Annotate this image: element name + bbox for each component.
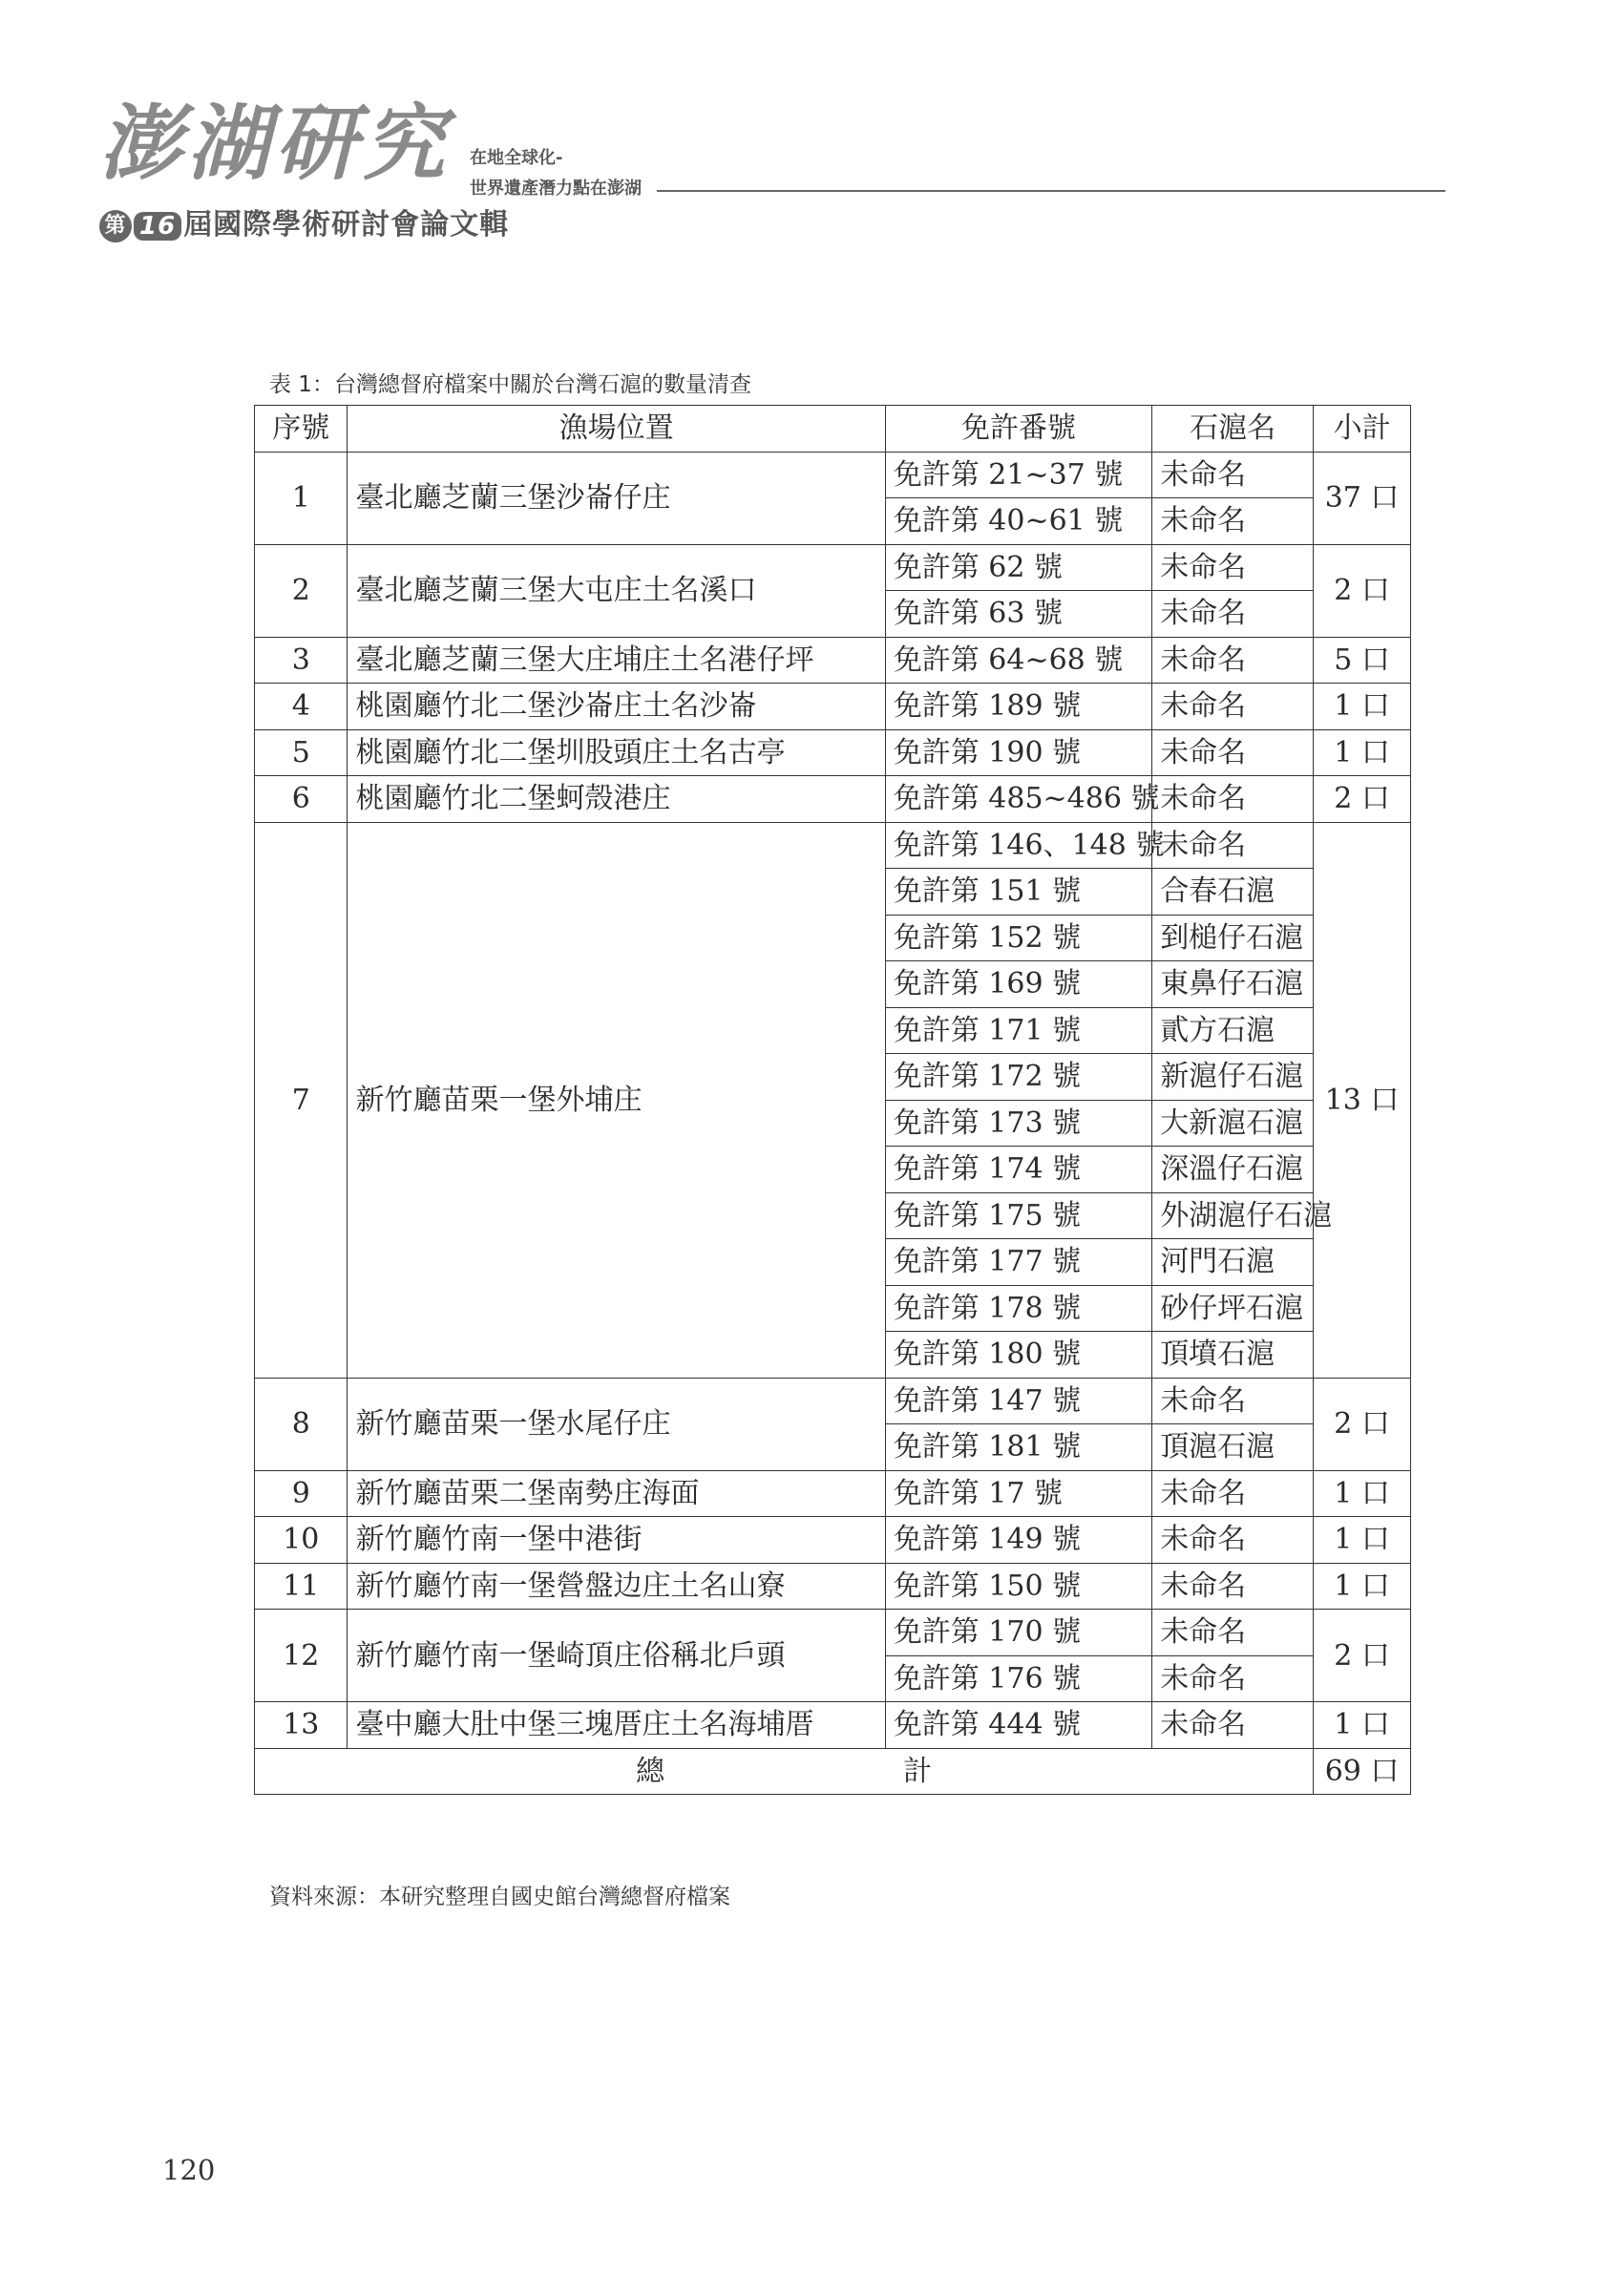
logo-subtitle-text: 屆國際學術研討會論文輯 [183, 208, 510, 242]
table-caption: 表 1：台灣總督府檔案中關於台灣石滬的數量清查 [269, 372, 751, 397]
row-permit-number: 免許第 174 號 [885, 1147, 1151, 1193]
logo-edition-number: 16 [134, 212, 181, 241]
row-location: 桃園廳竹北二堡蚵殼港庄 [348, 776, 885, 823]
row-subtotal: 13 口 [1314, 822, 1411, 1378]
row-weir-name: 未命名 [1152, 729, 1314, 776]
header-location: 漁場位置 [348, 406, 885, 453]
row-permit-number: 免許第 64~68 號 [885, 637, 1151, 684]
row-location: 新竹廳竹南一堡中港街 [348, 1517, 885, 1564]
row-permit-number: 免許第 190 號 [885, 729, 1151, 776]
row-permit-number: 免許第 189 號 [885, 684, 1151, 730]
row-weir-name: 大新滬石滬 [1152, 1100, 1314, 1147]
total-row [255, 1748, 1411, 1795]
row-permit-number: 免許第 40~61 號 [885, 498, 1151, 545]
row-location: 臺北廳芝蘭三堡沙崙仔庄 [348, 452, 885, 544]
row-weir-name: 東鼻仔石滬 [1152, 961, 1314, 1008]
row-permit-number: 免許第 181 號 [885, 1424, 1151, 1471]
row-weir-name: 未命名 [1152, 1563, 1314, 1610]
row-subtotal: 2 口 [1314, 544, 1411, 637]
row-permit-number: 免許第 180 號 [885, 1332, 1151, 1379]
row-permit-number: 免許第 169 號 [885, 961, 1151, 1008]
row-location: 新竹廳竹南一堡崎頂庄俗稱北戶頭 [348, 1610, 885, 1702]
row-index: 7 [255, 822, 348, 1378]
row-location: 桃園廳竹北二堡沙崙庄土名沙崙 [348, 684, 885, 730]
row-location: 桃園廳竹北二堡圳股頭庄土名古亭 [348, 729, 885, 776]
row-location: 新竹廳竹南一堡營盤边庄土名山寮 [348, 1563, 885, 1610]
row-index: 6 [255, 776, 348, 823]
table-row [255, 822, 1411, 869]
row-weir-name: 新滬仔石滬 [1152, 1054, 1314, 1101]
table-row [255, 1702, 1411, 1749]
row-weir-name: 頂墳石滬 [1152, 1332, 1314, 1379]
row-permit-number: 免許第 444 號 [885, 1702, 1151, 1749]
header-permit: 免許番號 [885, 406, 1151, 453]
row-weir-name: 未命名 [1152, 1378, 1314, 1424]
table-row [255, 637, 1411, 684]
row-weir-name: 未命名 [1152, 591, 1314, 638]
row-subtotal: 5 口 [1314, 637, 1411, 684]
row-index: 11 [255, 1563, 348, 1610]
row-location: 臺中廳大肚中堡三塊厝庄土名海埔厝 [348, 1702, 885, 1749]
table-row [255, 1470, 1411, 1517]
total-label-char-2: 計 [903, 1754, 933, 1788]
row-permit-number: 免許第 62 號 [885, 544, 1151, 591]
row-location: 臺北廳芝蘭三堡大屯庄土名溪口 [348, 544, 885, 637]
row-index: 13 [255, 1702, 348, 1749]
total-label-char-1: 總 [636, 1754, 665, 1788]
row-index: 1 [255, 452, 348, 544]
row-weir-name: 未命名 [1152, 544, 1314, 591]
row-weir-name: 未命名 [1152, 776, 1314, 823]
row-weir-name: 河門石滬 [1152, 1239, 1314, 1286]
conference-tagline [470, 143, 642, 204]
table-header-row [255, 406, 1411, 453]
table-row [255, 776, 1411, 823]
row-weir-name: 頂滬石滬 [1152, 1424, 1314, 1471]
logo-circle-badge: 第 [99, 210, 132, 242]
tagline-line-1: 在地全球化- [470, 148, 563, 168]
row-index: 8 [255, 1378, 348, 1470]
row-weir-name: 未命名 [1152, 1702, 1314, 1749]
row-location: 新竹廳苗栗一堡水尾仔庄 [348, 1378, 885, 1470]
row-location: 臺北廳芝蘭三堡大庄埔庄土名港仔坪 [348, 637, 885, 684]
table-row [255, 544, 1411, 591]
row-weir-name: 未命名 [1152, 498, 1314, 545]
row-subtotal: 1 口 [1314, 1702, 1411, 1749]
row-index: 4 [255, 684, 348, 730]
row-index: 2 [255, 544, 348, 637]
row-subtotal: 2 口 [1314, 1378, 1411, 1470]
row-weir-name: 到槌仔石滬 [1152, 915, 1314, 961]
header-divider [657, 190, 1445, 192]
row-index: 9 [255, 1470, 348, 1517]
row-weir-name: 未命名 [1152, 1610, 1314, 1656]
row-weir-name: 未命名 [1152, 822, 1314, 869]
table-row [255, 452, 1411, 498]
table-row [255, 1517, 1411, 1564]
row-index: 12 [255, 1610, 348, 1702]
table-row [255, 1610, 1411, 1656]
row-subtotal: 1 口 [1314, 1470, 1411, 1517]
journal-logo-title: 澎湖研究 [99, 95, 451, 192]
row-weir-name: 未命名 [1152, 684, 1314, 730]
row-weir-name: 未命名 [1152, 1655, 1314, 1702]
row-permit-number: 免許第 152 號 [885, 915, 1151, 961]
row-permit-number: 免許第 485~486 號 [885, 776, 1151, 823]
row-permit-number: 免許第 17 號 [885, 1470, 1151, 1517]
row-permit-number: 免許第 149 號 [885, 1517, 1151, 1564]
row-subtotal: 1 口 [1314, 684, 1411, 730]
row-weir-name: 外湖滬仔石滬 [1152, 1192, 1314, 1239]
row-permit-number: 免許第 151 號 [885, 869, 1151, 916]
row-permit-number: 免許第 176 號 [885, 1655, 1151, 1702]
row-permit-number: 免許第 150 號 [885, 1563, 1151, 1610]
row-weir-name: 砂仔坪石滬 [1152, 1285, 1314, 1332]
row-subtotal: 1 口 [1314, 1563, 1411, 1610]
row-permit-number: 免許第 147 號 [885, 1378, 1151, 1424]
row-weir-name: 合春石滬 [1152, 869, 1314, 916]
row-weir-name: 未命名 [1152, 637, 1314, 684]
row-permit-number: 免許第 172 號 [885, 1054, 1151, 1101]
row-location: 新竹廳苗栗二堡南勢庄海面 [348, 1470, 885, 1517]
source-note: 資料來源：本研究整理自國史館台灣總督府檔案 [269, 1885, 730, 1909]
row-permit-number: 免許第 21~37 號 [885, 452, 1151, 498]
row-index: 10 [255, 1517, 348, 1564]
stone-weir-table [254, 405, 1411, 1795]
row-subtotal: 1 口 [1314, 1517, 1411, 1564]
table-body [255, 452, 1411, 1748]
total-label [255, 1748, 1314, 1795]
table-row [255, 729, 1411, 776]
row-permit-number: 免許第 146、148 號 [885, 822, 1151, 869]
row-index: 5 [255, 729, 348, 776]
row-permit-number: 免許第 171 號 [885, 1007, 1151, 1054]
table-row [255, 1563, 1411, 1610]
page-header [0, 0, 1623, 248]
row-subtotal: 37 口 [1314, 452, 1411, 544]
row-weir-name: 深溫仔石滬 [1152, 1147, 1314, 1193]
row-weir-name: 未命名 [1152, 452, 1314, 498]
row-weir-name: 未命名 [1152, 1470, 1314, 1517]
row-permit-number: 免許第 178 號 [885, 1285, 1151, 1332]
row-subtotal: 2 口 [1314, 776, 1411, 823]
row-subtotal: 2 口 [1314, 1610, 1411, 1702]
row-permit-number: 免許第 63 號 [885, 591, 1151, 638]
row-permit-number: 免許第 175 號 [885, 1192, 1151, 1239]
header-subtotal: 小計 [1314, 406, 1411, 453]
row-subtotal: 1 口 [1314, 729, 1411, 776]
journal-logo-subtitle [99, 200, 509, 242]
page-number: 120 [162, 2154, 216, 2186]
row-weir-name: 貳方石滬 [1152, 1007, 1314, 1054]
header-index: 序號 [255, 406, 348, 453]
row-permit-number: 免許第 173 號 [885, 1100, 1151, 1147]
header-weir-name: 石滬名 [1152, 406, 1314, 453]
row-index: 3 [255, 637, 348, 684]
total-value: 69 口 [1314, 1748, 1411, 1795]
row-weir-name: 未命名 [1152, 1517, 1314, 1564]
table-row [255, 684, 1411, 730]
row-permit-number: 免許第 170 號 [885, 1610, 1151, 1656]
tagline-line-2: 世界遺產潛力點在澎湖 [470, 179, 642, 199]
row-location: 新竹廳苗栗一堡外埔庄 [348, 822, 885, 1378]
row-permit-number: 免許第 177 號 [885, 1239, 1151, 1286]
table-row [255, 1378, 1411, 1424]
